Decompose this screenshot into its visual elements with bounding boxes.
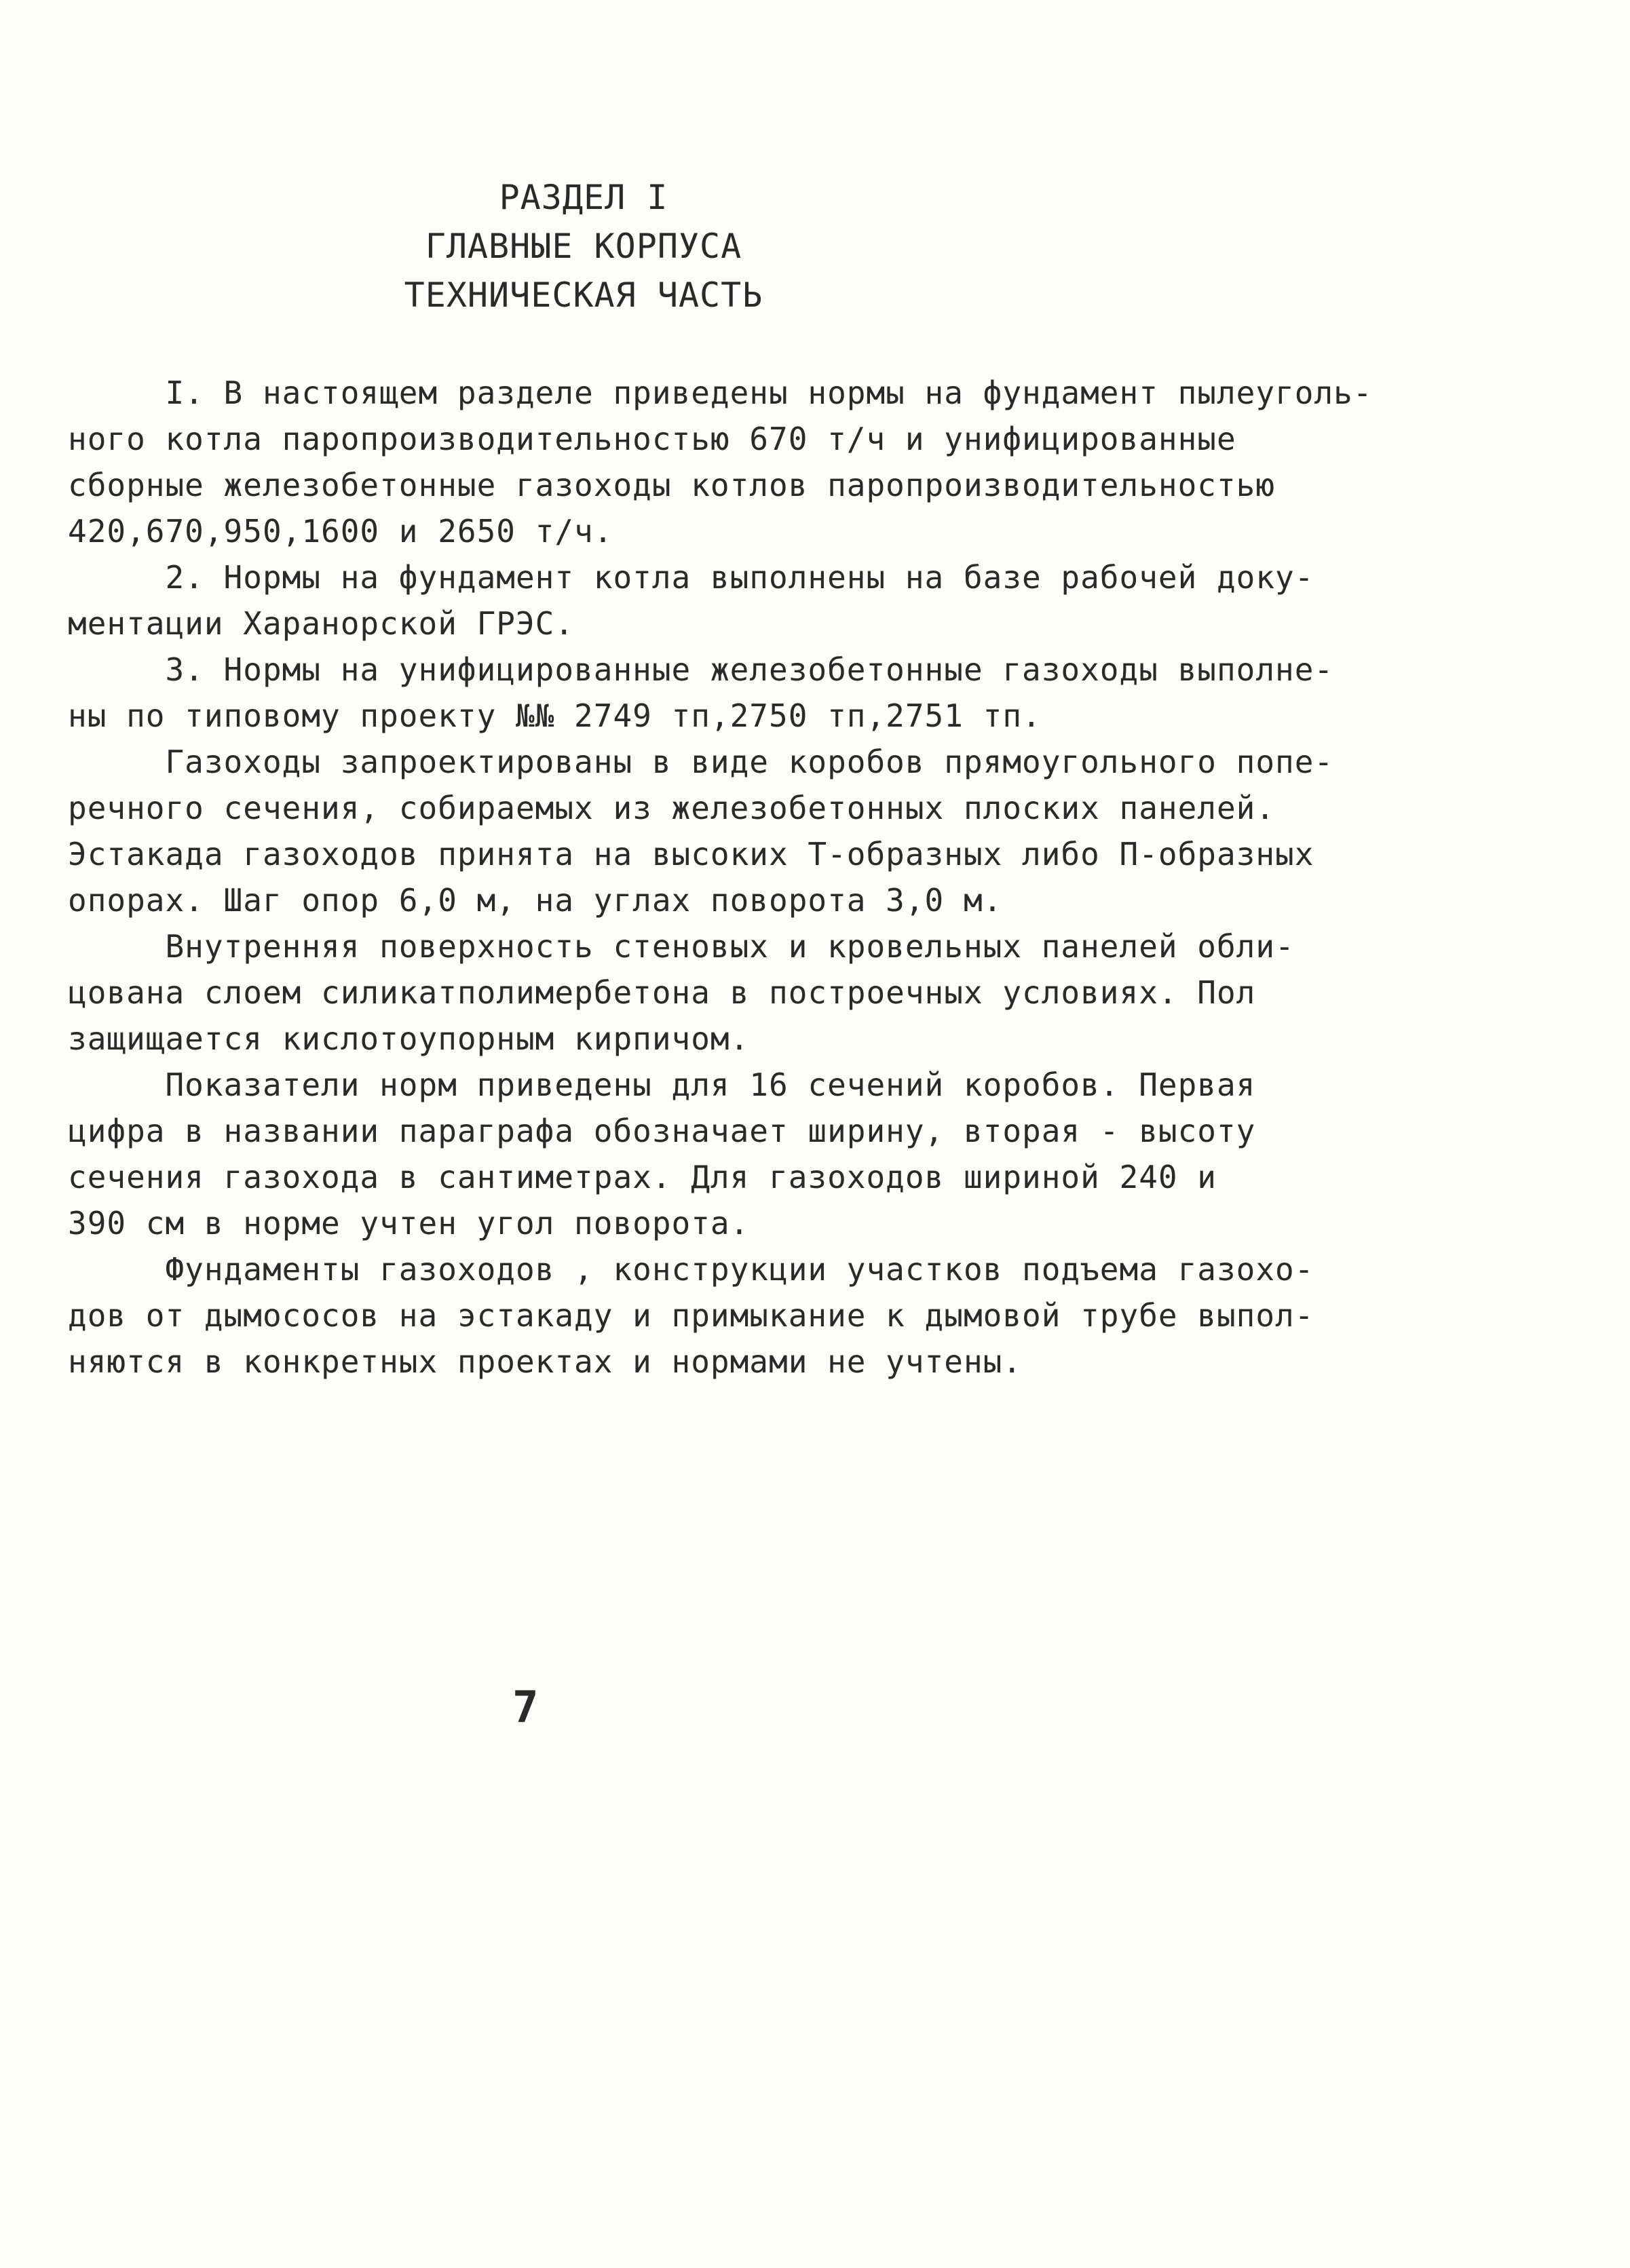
- page-number: 7: [512, 1683, 539, 1733]
- section-part-title: ТЕХНИЧЕСКАЯ ЧАСТЬ: [404, 275, 763, 315]
- text-line: Эстакада газоходов принята на высоких Т-образных либо П-образных: [68, 836, 1314, 872]
- text-line: 3. Нормы на унифицированные железобетонные газоходы выполне-: [68, 651, 1334, 688]
- text-line: 2. Нормы на фундамент котла выполнены на базе рабочей доку-: [68, 559, 1314, 596]
- text-line: цифра в названии параграфа обозначает ширину, вторая - высоту: [68, 1113, 1256, 1149]
- text-line: дов от дымососов на эстакаду и примыкание к дымовой трубе выпол-: [68, 1297, 1314, 1334]
- text-line: опорах. Шаг опор 6,0 м, на углах поворота 3,0 м.: [68, 882, 1003, 919]
- text-line: сечения газохода в сантиметрах. Для газоходов шириной 240 и: [68, 1159, 1217, 1195]
- text-line: 390 см в норме учтен угол поворота.: [68, 1205, 750, 1242]
- text-line: 420,670,950,1600 и 2650 т/ч.: [68, 513, 613, 550]
- text-line: Внутренняя поверхность стеновых и кровельных панелей обли-: [68, 928, 1295, 965]
- text-line: цована слоем силикатполимербетона в построечных условиях. Пол: [68, 974, 1256, 1011]
- text-line: I. В настоящем разделе приведены нормы на фундамент пылеуголь-: [68, 374, 1373, 411]
- text-line: ментации Харанорской ГРЭС.: [68, 605, 575, 642]
- text-line: ны по типовому проекту №№ 2749 тп,2750 тп,2751 тп.: [68, 697, 1042, 734]
- text-line: Фундаменты газоходов , конструкции участков подъема газохо-: [68, 1251, 1314, 1288]
- section-subtitle: ГЛАВНЫЕ КОРПУСА: [425, 227, 742, 266]
- section-heading: РАЗДЕЛ I: [499, 178, 668, 217]
- text-line: защищается кислотоупорным кирпичом.: [68, 1020, 750, 1057]
- text-line: сборные железобетонные газоходы котлов паропроизводительностью: [68, 467, 1276, 503]
- text-line: ного котла паропроизводительностью 670 т/ч и унифицированные: [68, 421, 1236, 457]
- text-line: речного сечения, собираемых из железобетонных плоских панелей.: [68, 790, 1276, 826]
- text-line: Показатели норм приведены для 16 сечений коробов. Первая: [68, 1066, 1256, 1103]
- text-line: Газоходы запроектированы в виде коробов прямоугольного попе-: [68, 744, 1334, 780]
- text-line: няются в конкретных проектах и нормами не учтены.: [68, 1343, 1023, 1380]
